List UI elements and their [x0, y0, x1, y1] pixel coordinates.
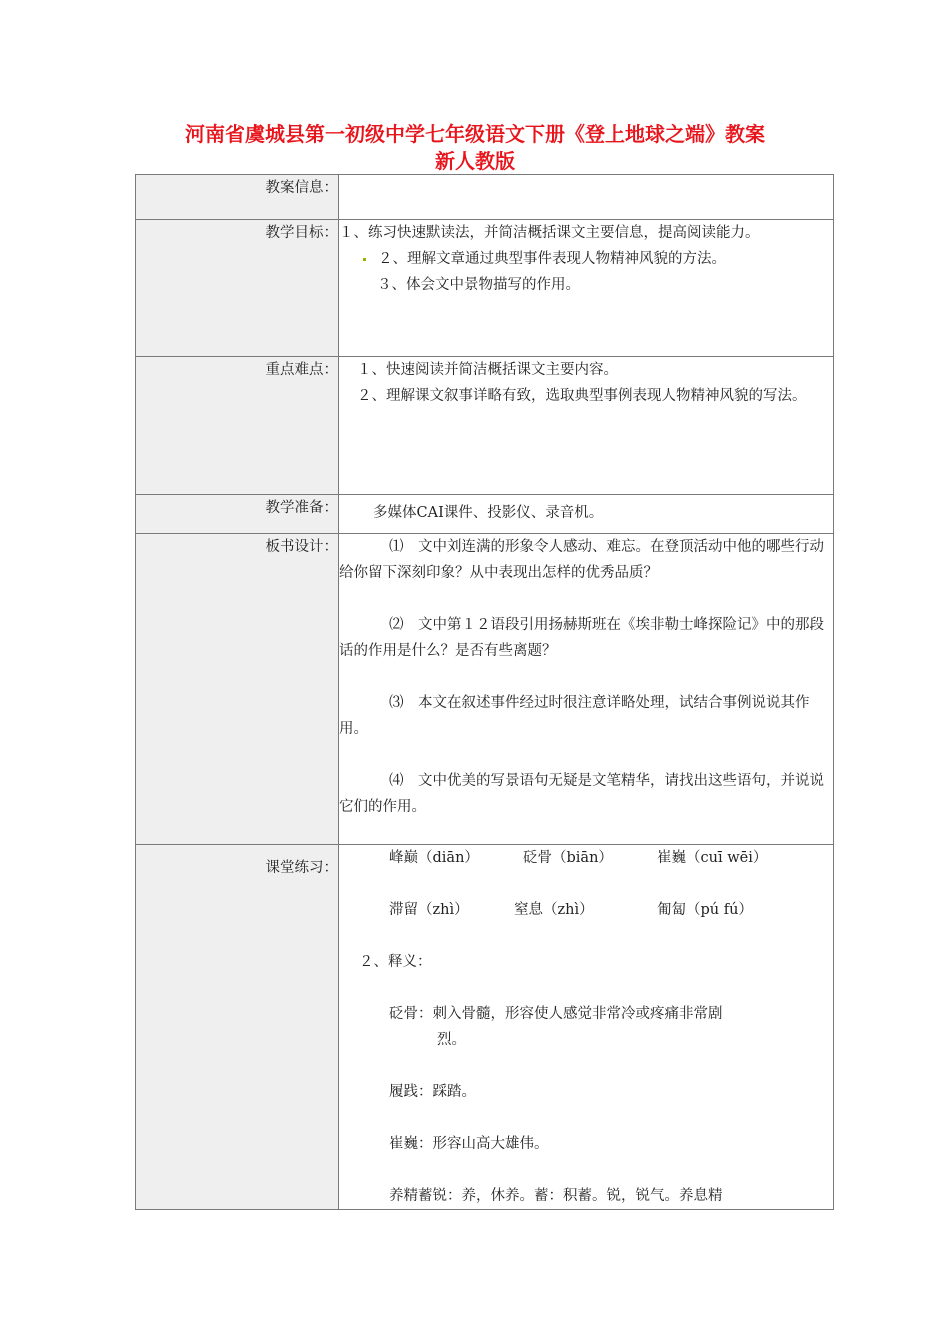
content-exercise: [339, 845, 834, 1210]
label-exercise: 课堂练习：: [136, 845, 339, 1210]
prep-text: 多媒体CAI课件、投影仪、录音机。: [373, 505, 604, 521]
pinyin-row-1: [339, 845, 833, 871]
goal-item-3: ３、体会文中景物描写的作用。: [377, 277, 580, 293]
pinyin-row-2: [339, 897, 833, 923]
definition-line: 崔巍：形容山高大雄伟。: [389, 1136, 549, 1152]
key-point-1: １、快速阅读并简洁概括课文主要内容。: [357, 362, 618, 378]
document-title-line2: 新人教版: [435, 149, 515, 173]
label-key-points: 重点难点：: [136, 357, 339, 495]
goal-item-2-text: ２、理解文章通过典型事件表现人物精神风貌的方法。: [378, 251, 726, 267]
definition-line: 砭骨：刺入骨髓，形容使人感觉非常冷或疼痛非常剧: [389, 1006, 723, 1022]
content-info: [339, 175, 834, 220]
pinyin-item: 峰巅（diān）: [389, 850, 479, 866]
content-prep: [339, 495, 834, 534]
board-item-2: ⑵ 文中第１２语段引用扬赫斯班在《埃非勒士峰探险记》中的那段话的作用是什么？是否有些离题？: [339, 617, 824, 659]
goal-item-1: １、练习快速默读法，并简洁概括课文主要信息，提高阅读能力。: [339, 225, 760, 241]
board-item-4: ⑷ 文中优美的写景语句无疑是文笔精华，请找出这些语句，并说说它们的作用。: [339, 773, 824, 815]
row-prep: [136, 495, 834, 534]
label-board: 板书设计：: [136, 534, 339, 845]
row-info: [136, 175, 834, 220]
pinyin-item: 匍匐（pú fú）: [657, 902, 753, 918]
pinyin-item: 滞留（zhì）: [389, 902, 469, 918]
goal-item-2: [339, 246, 833, 272]
spacer: [339, 871, 833, 897]
definition-continuation: 烈。: [437, 1032, 466, 1048]
spacer: [339, 1157, 833, 1183]
lesson-plan-table: [135, 174, 834, 1210]
row-exercise: [136, 845, 834, 1210]
label-prep: 教学准备：: [136, 495, 339, 534]
pinyin-item: 窒息（zhì）: [514, 902, 594, 918]
bullet-mark-icon: [363, 258, 366, 261]
spacer: [339, 975, 833, 1001]
label-info: 教案信息：: [136, 175, 339, 220]
spacer: [339, 923, 833, 949]
pinyin-item: 崔巍（cuī wēi）: [657, 850, 768, 866]
row-board: [136, 534, 834, 845]
section-heading: ２、释义：: [359, 954, 432, 970]
board-item-3: ⑶ 本文在叙述事件经过时很注意详略处理，试结合事例说说其作用。: [339, 695, 810, 737]
spacer: [339, 664, 833, 690]
definition-line: 养精蓄锐：养，休养。蓄：积蓄。锐，锐气。养息精: [389, 1188, 723, 1204]
document-title-line1: 河南省虞城县第一初级中学七年级语文下册《登上地球之端》教案: [185, 122, 765, 146]
row-key-points: [136, 357, 834, 495]
definition-line: 履践：踩踏。: [389, 1084, 476, 1100]
spacer: [339, 1105, 833, 1131]
pinyin-item: 砭骨（biān）: [523, 850, 613, 866]
spacer: [339, 1053, 833, 1079]
row-goals: [136, 220, 834, 357]
content-board: [339, 534, 834, 845]
content-goals: [339, 220, 834, 357]
key-point-2: ２、理解课文叙事详略有致，选取典型事例表现人物精神风貌的写法。: [357, 388, 807, 404]
content-key-points: [339, 357, 834, 495]
board-item-1: ⑴ 文中刘连满的形象令人感动、难忘。在登顶活动中他的哪些行动给你留下深刻印象？从中表现出怎样的优秀品质？: [339, 539, 824, 581]
spacer: [339, 586, 833, 612]
spacer: [339, 742, 833, 768]
label-goals: 教学目标：: [136, 220, 339, 357]
